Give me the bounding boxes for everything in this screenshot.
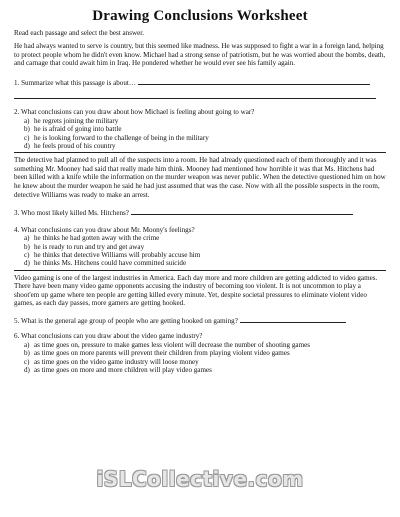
option-4a[interactable]: a) he thinks he had gotten away with the crime (24, 234, 160, 243)
instructions: Read each passage and select the best answer. (14, 29, 144, 37)
question-5-text: 5. What is the general age group of people who are getting hooked on gaming? (14, 316, 238, 325)
question-5 (14, 316, 386, 326)
passage-1: He had always wanted to serve is country, but this seemed like madness. He was supposed to fight a war in a foreign land, helping to protect people whom he didn't even know. Michael had a strong sense of patriotism, but he was worried about the bombs, death, and carnage that could await him in Iraq. He pondered whether he would ever see his family again. (14, 42, 386, 68)
option-6b[interactable]: b) as time goes on more parents will prevent their children from playing violent video games (24, 349, 290, 358)
option-2d[interactable]: d) he feels proud of his country (24, 141, 116, 150)
question-4: 4. What conclusions can you draw about Mr. Moony's feelings? (14, 225, 195, 234)
watermark-logo: iSLCollective.com (96, 467, 304, 491)
question-3 (14, 208, 386, 218)
option-2c[interactable]: c) he is looking forward to the challenge of being in the military (24, 133, 209, 142)
option-4c[interactable]: c) he thinks that detective Williams will probably accuse him (24, 250, 201, 259)
question-2: 2. What conclusions can you draw about how Michael is feeling about going to war? (14, 108, 255, 117)
question-6: 6. What conclusions can you draw about the video game industry? (14, 332, 203, 341)
option-6a[interactable]: a) as time goes on, pressure to make games less violent will decrease the number of shooting games (24, 341, 310, 350)
option-6c[interactable]: c) as time goes on the video game industry will loose money (24, 357, 199, 366)
option-2a[interactable]: a) he regrets joining the military (24, 116, 119, 125)
answer-blank-1[interactable] (138, 78, 370, 85)
question-6-options (14, 341, 386, 374)
answer-blank-5[interactable] (240, 316, 346, 323)
page-title: Drawing Conclusions Worksheet (92, 8, 308, 24)
option-4b[interactable]: b) he is ready to run and try and get away (24, 242, 145, 251)
option-4d[interactable]: d) he thinks Ms. Hitchens could have committed suicide (24, 259, 187, 268)
answer-blank-3[interactable] (131, 208, 353, 215)
question-2-options (14, 117, 386, 150)
passage-2: The detective had planned to pull all of the suspects into a room. He had already questioned each of them thoroughly and it was something Mr. Mooney had said that really made him think. Mooney had mentioned how horrible it was that Ms. Hitchens had been killed with a knife while the information on the murder weapon was never public. When the detective questioned him on how he knew about the murder weapon he said he had just assumed that was the case. Now with all the possible suspects in the room, detective Williams was ready to make an arrest. (14, 156, 386, 199)
option-2b[interactable]: b) he is afraid of going into battle (24, 125, 122, 134)
question-1-text: 1. Summarize what this passage is about… (14, 78, 136, 87)
option-6d[interactable]: d) as time goes on more and more children will play video games (24, 365, 212, 374)
question-4-options (14, 234, 386, 267)
passage-3: Video gaming is one of the largest industries in America. Each day more and more children are getting addicted to video games. There have been many video game opponents accusing the industry of becoming too violent. It is not uncommon to play a shoot'em up game where ten people are getting killed every minute. Yet, despite societal pressures to eliminate violent video games, as each day passes, more gamers are getting hooked. (14, 273, 378, 308)
question-3-text: 3. Who most likely killed Ms. Hitchens? (14, 209, 129, 218)
question-1 (14, 78, 386, 88)
